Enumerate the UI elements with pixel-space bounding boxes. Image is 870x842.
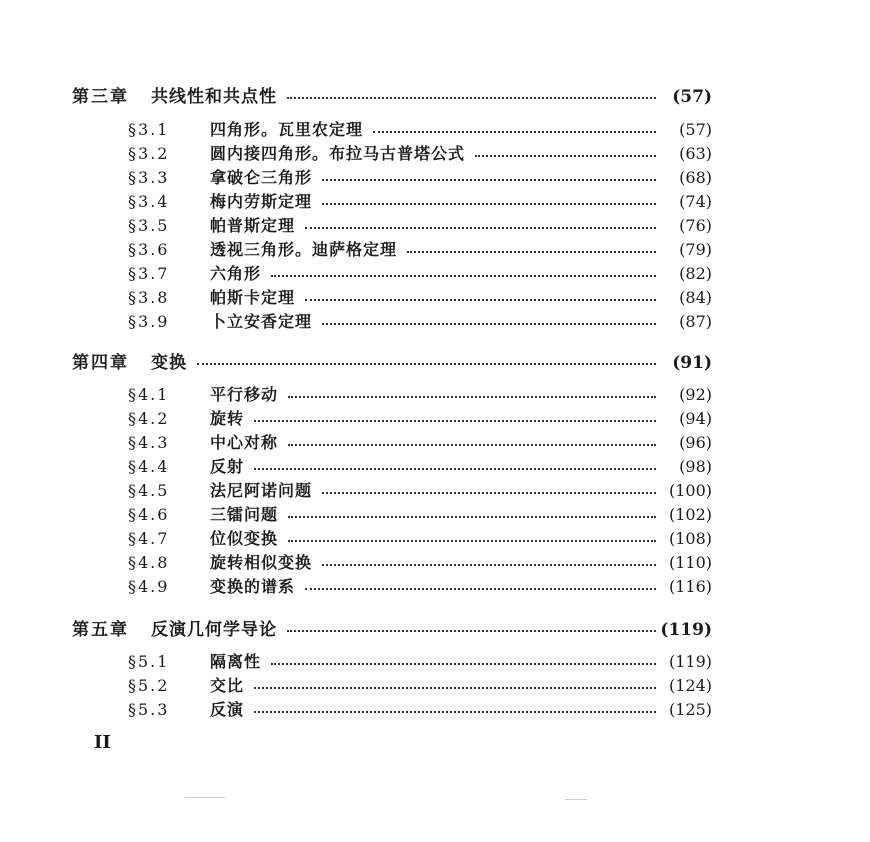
section-3-2	[128, 141, 712, 164]
section-4-3	[128, 430, 712, 453]
section-number: §4.6	[128, 505, 170, 524]
section-4-5	[128, 478, 712, 501]
section-title: 拿破仑三角形	[210, 168, 313, 187]
page-number: (110)	[668, 553, 712, 572]
section-number: §3.2	[128, 144, 170, 163]
section-title: 梅内劳斯定理	[210, 192, 313, 211]
section-number: §4.7	[128, 529, 170, 548]
page-number: (79)	[679, 240, 712, 259]
page-number: (84)	[679, 288, 712, 307]
section-5-3	[128, 697, 712, 720]
dot-leader	[254, 710, 656, 713]
chapter-title: 变换	[151, 353, 187, 373]
section-title: 中心对称	[210, 433, 279, 452]
section-number: §4.9	[128, 577, 170, 596]
section-number: §4.8	[128, 553, 170, 572]
page-number: (119)	[668, 652, 712, 671]
dot-leader	[373, 130, 656, 133]
section-number: §5.3	[128, 700, 170, 719]
section-number: §3.5	[128, 216, 170, 235]
section-3-9	[128, 309, 712, 332]
section-title: 帕普斯定理	[210, 216, 296, 235]
section-number: §3.9	[128, 312, 170, 331]
dot-leader	[322, 322, 656, 325]
section-title: 帕斯卡定理	[210, 288, 296, 307]
section-3-1	[128, 117, 712, 140]
section-title: 反演	[210, 700, 245, 719]
section-number: §3.1	[128, 120, 170, 139]
page-number: (63)	[679, 144, 712, 163]
section-title: 变换的谱系	[210, 577, 296, 596]
section-title: 旋转	[210, 409, 245, 428]
section-3-6	[128, 237, 712, 260]
page-number: (119)	[660, 620, 712, 640]
dot-leader	[254, 419, 656, 422]
dot-leader	[254, 467, 656, 470]
section-number: §4.1	[128, 385, 170, 404]
page-number: (108)	[668, 529, 712, 548]
dot-leader	[288, 515, 656, 518]
dot-leader	[305, 226, 656, 229]
page-number: (87)	[679, 312, 712, 331]
page-number: (76)	[679, 216, 712, 235]
section-number: §3.3	[128, 168, 170, 187]
dot-leader	[322, 178, 656, 181]
section-title: 三镭问题	[210, 505, 279, 524]
section-title: 平行移动	[210, 385, 279, 404]
section-title: 位似变换	[210, 529, 279, 548]
section-number: §4.5	[128, 481, 170, 500]
section-number: §3.6	[128, 240, 170, 259]
chapter-label: 第五章	[72, 620, 129, 640]
dot-leader	[475, 154, 656, 157]
dot-leader	[287, 629, 656, 632]
section-3-7	[128, 261, 712, 284]
dot-leader	[288, 539, 656, 542]
dot-leader	[254, 686, 656, 689]
section-title: 旋转相似变换	[210, 553, 313, 572]
page-number: (124)	[668, 676, 712, 695]
section-title: 反射	[210, 457, 245, 476]
page-number: (74)	[679, 192, 712, 211]
section-4-8	[128, 550, 712, 573]
page-number: (68)	[679, 168, 712, 187]
section-4-7	[128, 526, 712, 549]
scan-smudge	[185, 797, 225, 798]
page-number: (57)	[679, 120, 712, 139]
section-4-2	[128, 406, 712, 429]
page-number: (102)	[668, 505, 712, 524]
page-number: (94)	[679, 409, 712, 428]
section-title: 交比	[210, 676, 245, 695]
section-4-6	[128, 502, 712, 525]
section-number: §5.2	[128, 676, 170, 695]
section-title: 圆内接四角形。布拉马古普塔公式	[210, 144, 466, 163]
section-number: §5.1	[128, 652, 170, 671]
page-number: (125)	[668, 700, 712, 719]
dot-leader	[288, 395, 656, 398]
chapter-label: 第四章	[72, 353, 129, 373]
dot-leader	[305, 587, 656, 590]
chapter-label: 第三章	[72, 87, 129, 107]
section-3-5	[128, 213, 712, 236]
page-marker: II	[94, 732, 111, 753]
section-title: 透视三角形。迪萨格定理	[210, 240, 398, 259]
dot-leader	[322, 563, 656, 566]
section-title: 六角形	[210, 264, 262, 283]
section-number: §4.3	[128, 433, 170, 452]
page-number: (91)	[672, 353, 712, 373]
section-title: 卜立安香定理	[210, 312, 313, 331]
section-3-8	[128, 285, 712, 308]
section-5-2	[128, 673, 712, 696]
section-3-4	[128, 189, 712, 212]
chapter-4-entry	[72, 348, 712, 373]
section-number: §3.8	[128, 288, 170, 307]
page-number: (57)	[672, 87, 712, 107]
section-title: 四角形。瓦里农定理	[210, 120, 364, 139]
section-5-1	[128, 649, 712, 672]
chapter-title: 反演几何学导论	[151, 620, 277, 640]
dot-leader	[322, 202, 656, 205]
section-4-9	[128, 574, 712, 597]
section-number: §3.7	[128, 264, 170, 283]
dot-leader	[407, 250, 656, 253]
section-number: §4.4	[128, 457, 170, 476]
page-number: (92)	[679, 385, 712, 404]
page-number: (96)	[679, 433, 712, 452]
dot-leader	[271, 274, 656, 277]
page-number: (116)	[668, 577, 712, 596]
dot-leader	[305, 298, 656, 301]
dot-leader	[322, 491, 656, 494]
section-number: §4.2	[128, 409, 170, 428]
chapter-5-entry	[72, 615, 712, 640]
section-3-3	[128, 165, 712, 188]
page-number: (82)	[679, 264, 712, 283]
section-number: §3.4	[128, 192, 170, 211]
section-title: 隔离性	[210, 652, 262, 671]
dot-leader	[271, 662, 656, 665]
page-number: (98)	[679, 457, 712, 476]
chapter-3-entry	[72, 82, 712, 107]
dot-leader	[288, 443, 656, 446]
page-number: (100)	[668, 481, 712, 500]
dot-leader	[287, 96, 656, 99]
scan-smudge	[565, 799, 587, 800]
section-4-4	[128, 454, 712, 477]
dot-leader	[197, 362, 656, 365]
section-title: 法尼阿诺问题	[210, 481, 313, 500]
chapter-title: 共线性和共点性	[151, 87, 277, 107]
section-4-1	[128, 382, 712, 405]
